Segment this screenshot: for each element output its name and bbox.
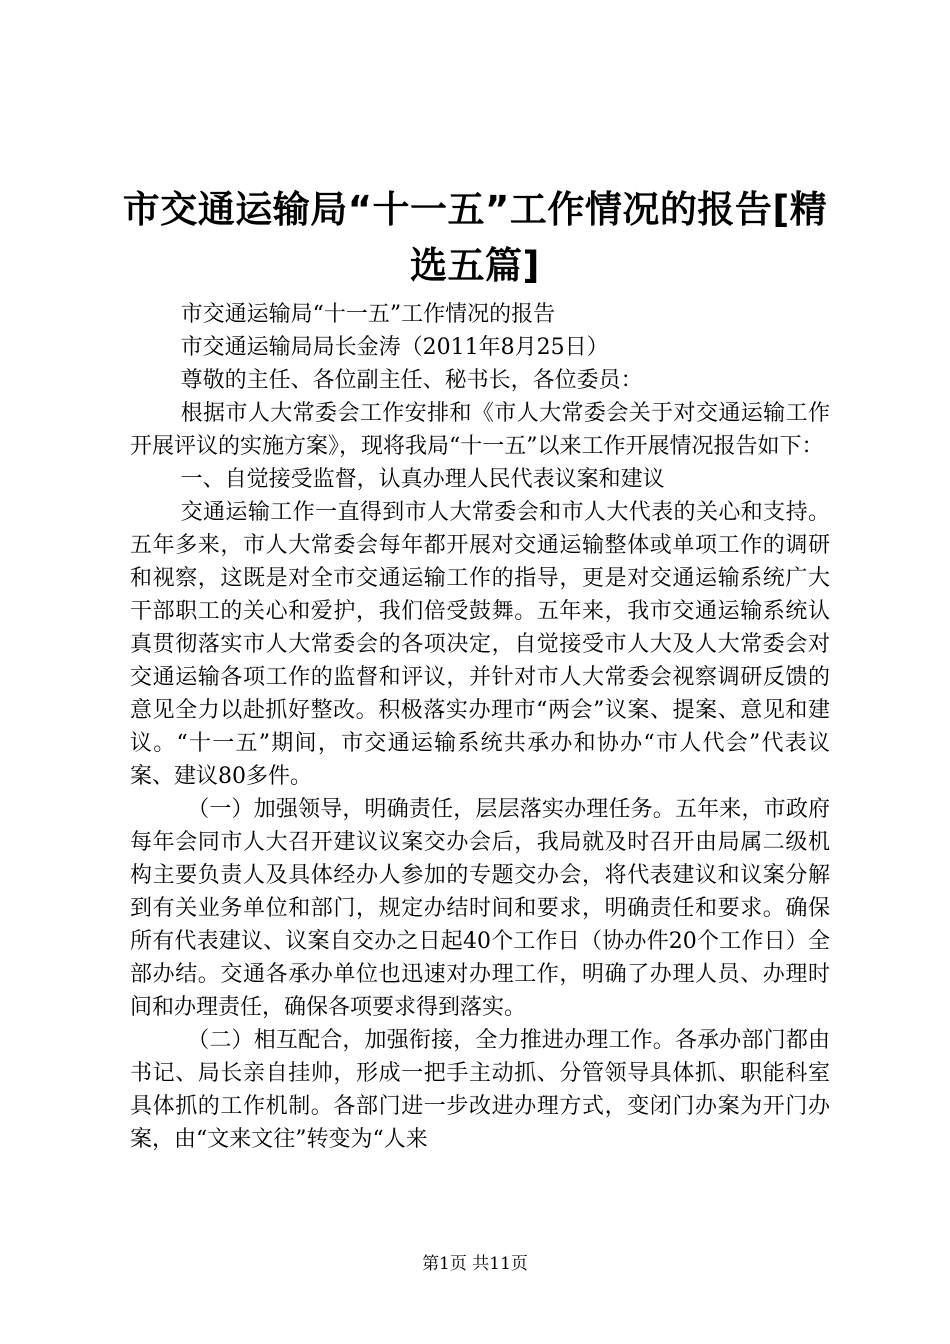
document-title: 市交通运输局“十一五”工作情况的报告[精选五篇]: [122, 188, 828, 287]
page-footer: 第1页 共11页: [422, 1254, 528, 1274]
subsection-paragraph-2: （二）相互配合，加强衔接，全力推进办理工作。各承办部门都由书记、局长亲自挂帅，形成一把手主动抓、分管领导具体抓、职能科室具体抓的工作机制。各部门进一步改进办理方式，变闭门办案为开门办案，由“文来文往”转变为“人来: [130, 1028, 830, 1152]
document-body: [130, 298, 830, 1156]
author-date-line: 市交通运输局局长金涛（2011年8月25日）: [180, 335, 609, 360]
intro-paragraph: 根据市人大常委会工作安排和《市人大常委会关于对交通运输工作开展评议的实施方案》，现将我局“十一五”以来工作开展情况报告如下：: [130, 401, 830, 459]
subsection-paragraph-1: （一）加强领导，明确责任，层层落实办理任务。五年来，市政府每年会同市人大召开建议议案交办会后，我局就及时召开由局属二级机构主要负责人及具体经办人参加的专题交办会，将代表建议和议案分解到有关业务单位和部门，规定办结时间和要求，明确责任和要求。确保所有代表建议、议案自交办之日起40个工作日（协办件20个工作日）全部办结。交通各承办单位也迅速对办理工作，明确了办理人员、办理时间和办理责任，确保各项要求得到落实。: [130, 797, 830, 1020]
salutation: 尊敬的主任、各位副主任、秘书长，各位委员：: [180, 368, 643, 393]
report-heading-line: 市交通运输局“十一五”工作情况的报告: [180, 302, 556, 327]
section-heading-1: 一、自觉接受监督，认真办理人民代表议案和建议: [180, 467, 665, 492]
body-paragraph: 交通运输工作一直得到市人大常委会和市人大代表的关心和支持。五年多来，市人大常委会每年都开展对交通运输整体或单项工作的调研和视察，这既是对全市交通运输工作的指导，更是对交通运输系统广大干部职工的关心和爱护，我们倍受鼓舞。五年来，我市交通运输系统认真贯彻落实市人大常委会的各项决定，自觉接受市人大及人大常委会对交通运输各项工作的监督和评议，并针对市人大常委会视察调研反馈的意见全力以赴抓好整改。积极落实办理市“两会”议案、提案、意见和建议。“十一五”期间，市交通运输系统共承办和协办“市人代会”代表议案、建议80多件。: [130, 500, 830, 789]
